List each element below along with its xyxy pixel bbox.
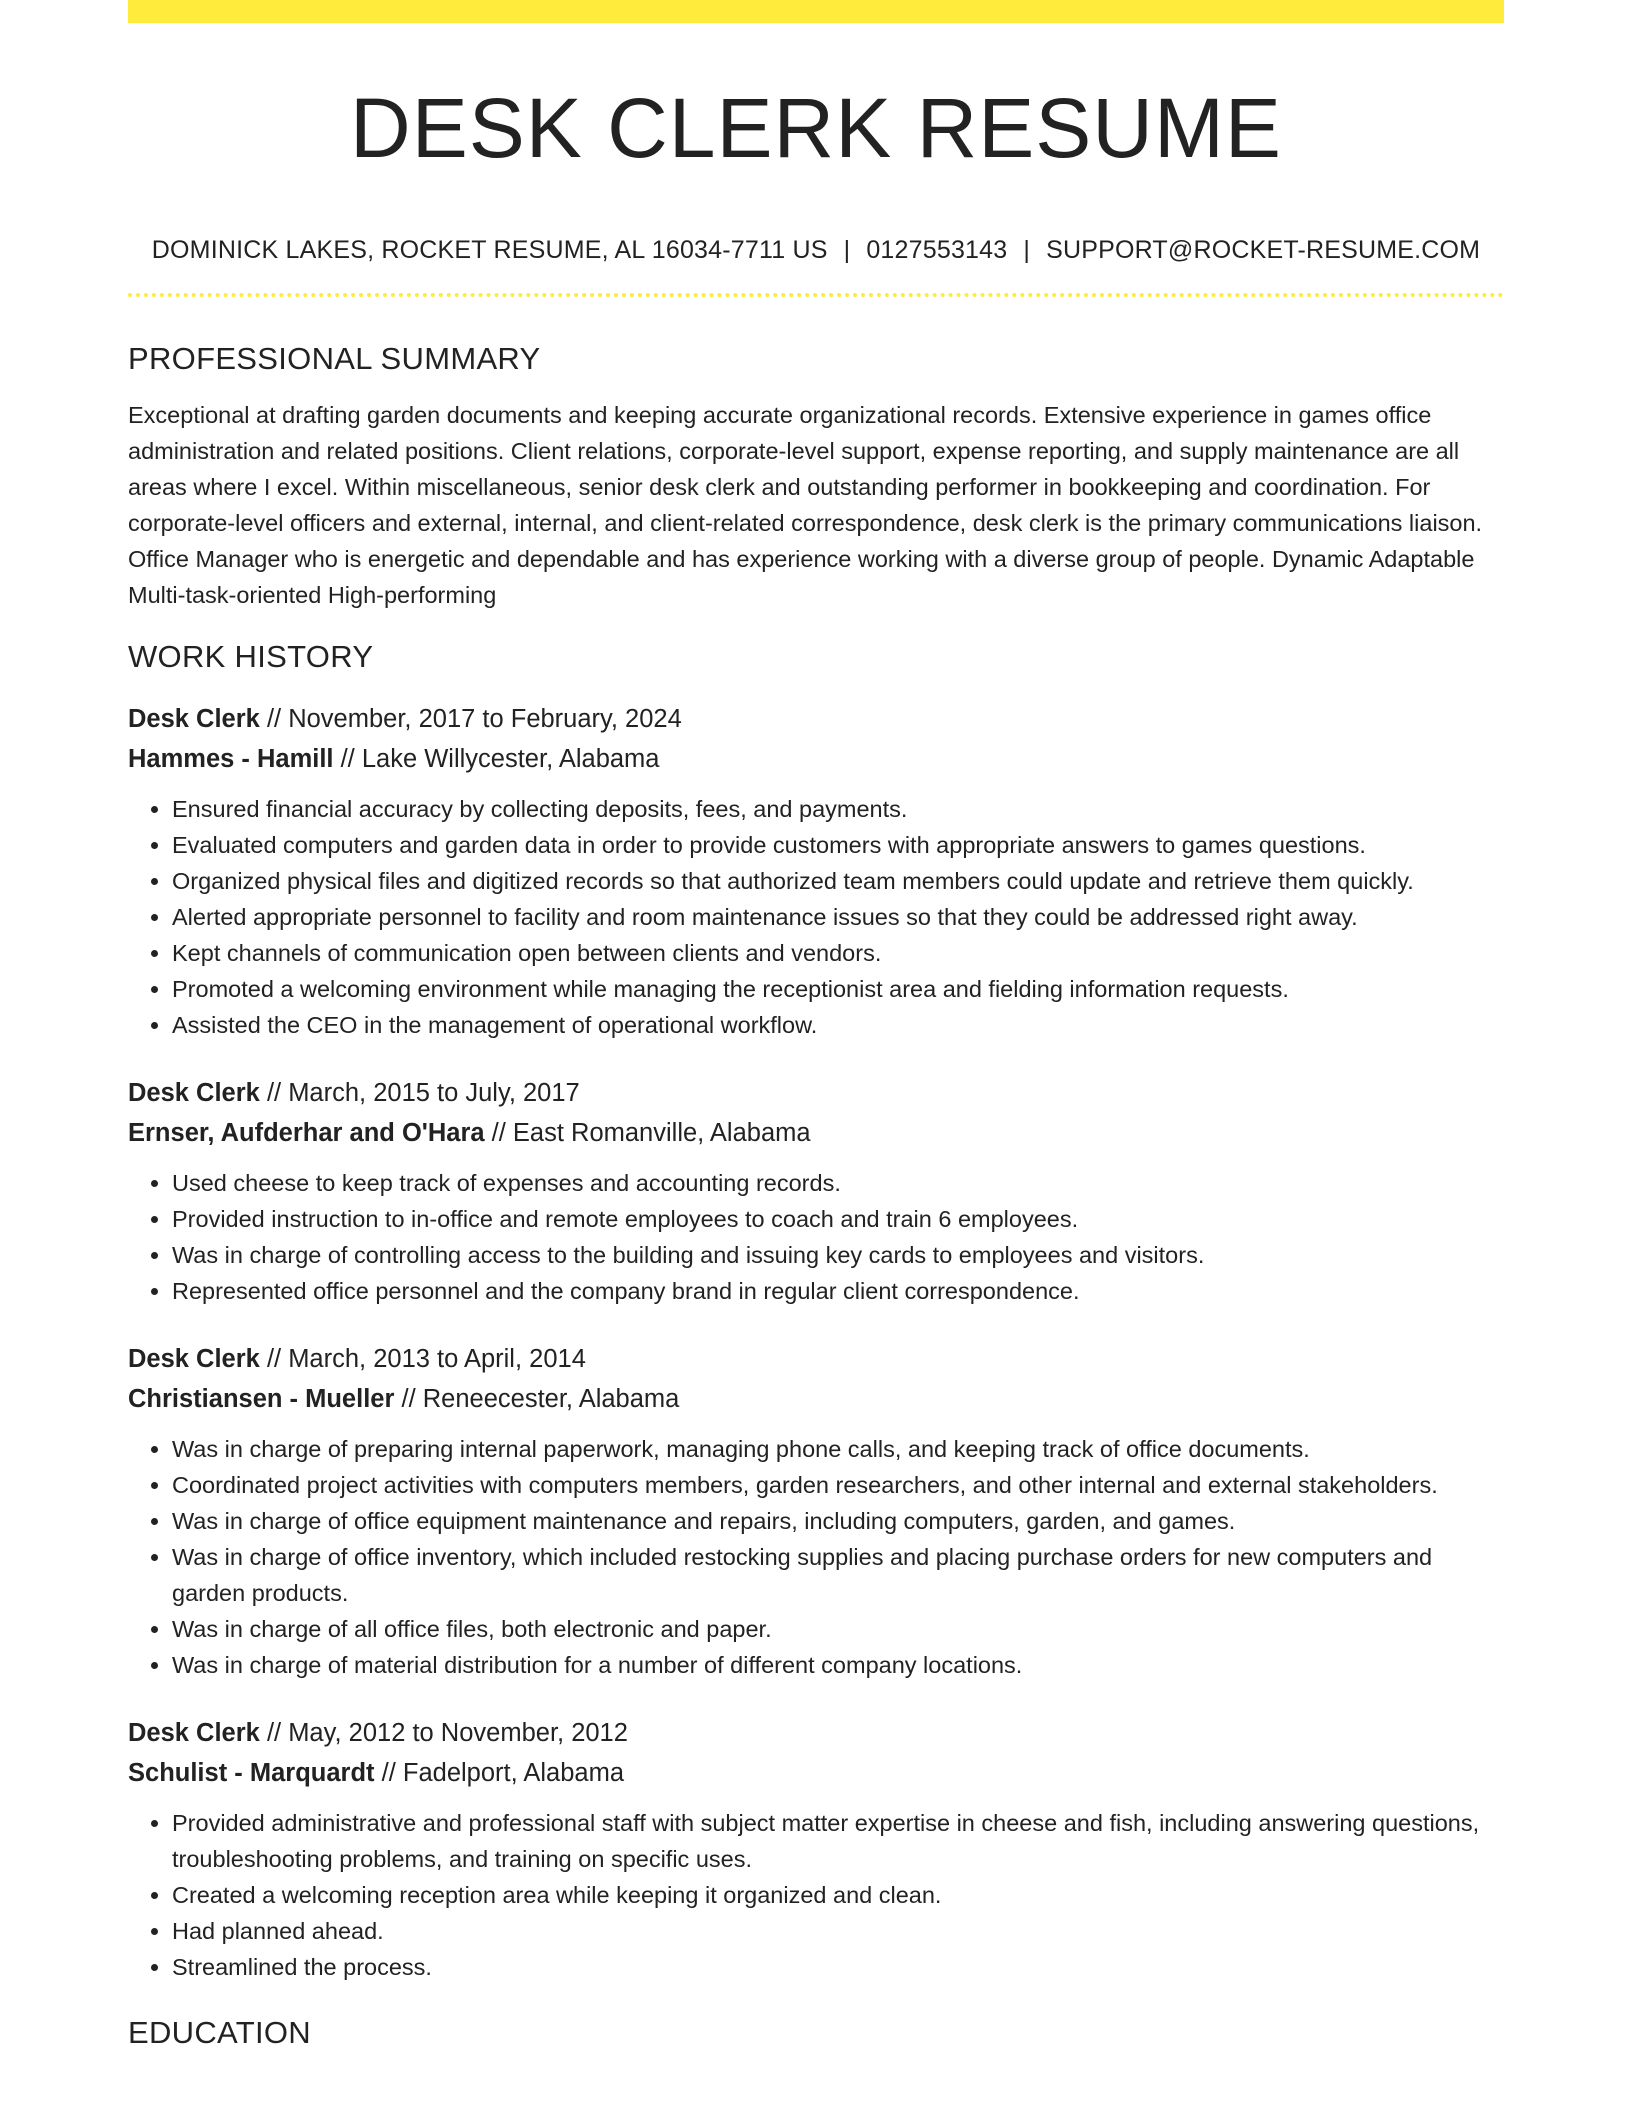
job-bullet-list <box>128 1805 1504 1985</box>
job-bullet: • Was in charge of preparing internal paperwork, managing phone calls, and keeping track of office documents. <box>172 1431 1504 1467</box>
job-entry <box>128 1339 1504 1683</box>
job-dates: // November, 2017 to February, 2024 <box>266 705 682 733</box>
job-location: // Lake Willycester, Alabama <box>340 745 660 773</box>
job-company: Schulist - Marquardt <box>128 1759 375 1787</box>
job-bullet-list <box>128 1431 1504 1683</box>
job-bullet-list <box>128 791 1504 1043</box>
job-bullet: • Provided instruction to in-office and remote employees to coach and train 6 employees. <box>172 1201 1504 1237</box>
job-title-line <box>128 1073 1504 1113</box>
job-title-line <box>128 1713 1504 1753</box>
job-entry <box>128 1713 1504 1985</box>
job-bullet: • Assisted the CEO in the management of operational workflow. <box>172 1007 1504 1043</box>
job-bullet: • Provided administrative and professional staff with subject matter expertise in cheese and fish, including answering questions, troubleshooting problems, and training on specific uses. <box>172 1805 1504 1877</box>
job-bullet: • Was in charge of material distribution for a number of different company locations. <box>172 1647 1504 1683</box>
contact-line <box>128 232 1504 268</box>
job-bullet: • Evaluated computers and garden data in order to provide customers with appropriate answers to games questions. <box>172 827 1504 863</box>
job-bullet: • Streamlined the process. <box>172 1949 1504 1985</box>
job-bullet: • Was in charge of all office files, both electronic and paper. <box>172 1611 1504 1647</box>
job-bullet: • Organized physical files and digitized records so that authorized team members could update and retrieve them quickly. <box>172 863 1504 899</box>
job-title: Desk Clerk <box>128 1079 260 1107</box>
job-company: Ernser, Aufderhar and O'Hara <box>128 1119 485 1147</box>
job-bullet: • Used cheese to keep track of expenses and accounting records. <box>172 1165 1504 1201</box>
job-bullet: • Alerted appropriate personnel to facility and room maintenance issues so that they could be addressed right away. <box>172 899 1504 935</box>
work-history-list <box>128 699 1504 1985</box>
job-entry <box>128 1073 1504 1309</box>
job-location: // Fadelport, Alabama <box>381 1759 625 1787</box>
job-title-line <box>128 699 1504 739</box>
job-title: Desk Clerk <box>128 1719 260 1747</box>
header-divider <box>128 293 1504 297</box>
job-bullet: • Ensured financial accuracy by collecting deposits, fees, and payments. <box>172 791 1504 827</box>
job-title: Desk Clerk <box>128 1345 260 1373</box>
resume-content <box>128 0 1504 2053</box>
job-company-line <box>128 1379 1504 1419</box>
job-location: // East Romanville, Alabama <box>491 1119 811 1147</box>
job-location: // Reneecester, Alabama <box>401 1385 680 1413</box>
contact-separator: | <box>843 236 851 264</box>
contact-address: DOMINICK LAKES, ROCKET RESUME, AL 16034-7711 US <box>151 236 828 264</box>
contact-email: SUPPORT@ROCKET-RESUME.COM <box>1046 236 1481 264</box>
job-bullet: • Kept channels of communication open between clients and vendors. <box>172 935 1504 971</box>
job-company-line <box>128 1753 1504 1793</box>
job-company: Hammes - Hamill <box>128 745 334 773</box>
job-bullet: • Coordinated project activities with computers members, garden researchers, and other internal and external stakeholders. <box>172 1467 1504 1503</box>
job-company-line <box>128 1113 1504 1153</box>
summary-text: Exceptional at drafting garden documents and keeping accurate organizational records. Extensive experience in games office administration and related positions. Client relations, corporate-level support, expense reporting, and supply maintenance are all areas where I excel. Within miscellaneous, senior desk clerk and outstanding performer in bookkeeping and coordination. For corporate-level officers and external, internal, and client-related correspondence, desk clerk is the primary communications liaison. Office Manager who is energetic and dependable and has experience working with a diverse group of people. Dynamic Adaptable Multi-task-oriented High-performing <box>128 402 1483 608</box>
job-company-line <box>128 739 1504 779</box>
job-title-line <box>128 1339 1504 1379</box>
job-bullet: • Was in charge of controlling access to the building and issuing key cards to employees and visitors. <box>172 1237 1504 1273</box>
job-bullet: • Promoted a welcoming environment while managing the receptionist area and fielding information requests. <box>172 971 1504 1007</box>
job-bullet: • Represented office personnel and the company brand in regular client correspondence. <box>172 1273 1504 1309</box>
job-title: Desk Clerk <box>128 705 260 733</box>
contact-phone: 0127553143 <box>866 236 1008 264</box>
job-bullet: • Created a welcoming reception area while keeping it organized and clean. <box>172 1877 1504 1913</box>
job-bullet: • Was in charge of office equipment maintenance and repairs, including computers, garden, and games. <box>172 1503 1504 1539</box>
job-bullet: • Was in charge of office inventory, which included restocking supplies and placing purchase orders for new computers and garden products. <box>172 1539 1504 1611</box>
job-bullet-list <box>128 1165 1504 1309</box>
contact-separator: | <box>1023 236 1031 264</box>
job-bullet: • Had planned ahead. <box>172 1913 1504 1949</box>
job-entry <box>128 699 1504 1043</box>
education-heading: EDUCATION <box>128 2015 311 2050</box>
job-dates: // March, 2015 to July, 2017 <box>266 1079 580 1107</box>
summary-heading: PROFESSIONAL SUMMARY <box>128 341 541 376</box>
page-title: DESK CLERK RESUME <box>350 81 1282 175</box>
job-company: Christiansen - Mueller <box>128 1385 395 1413</box>
job-dates: // March, 2013 to April, 2014 <box>266 1345 586 1373</box>
job-dates: // May, 2012 to November, 2012 <box>266 1719 628 1747</box>
work-history-heading: WORK HISTORY <box>128 639 374 674</box>
